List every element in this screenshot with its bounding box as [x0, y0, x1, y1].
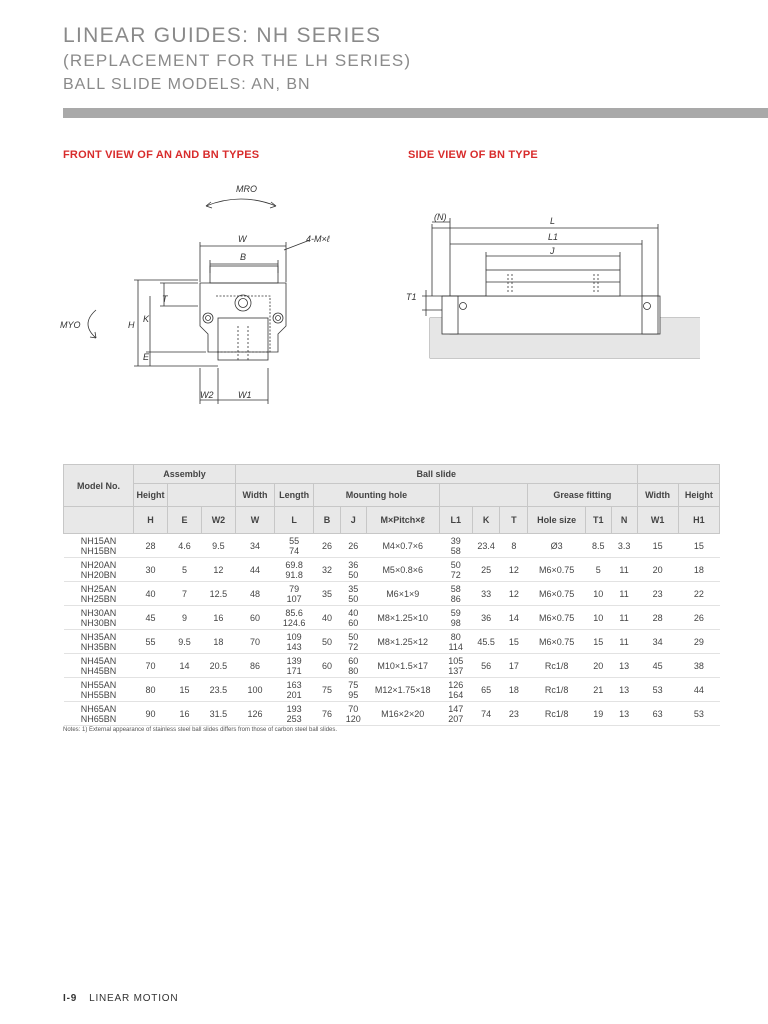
cell-l	[275, 606, 314, 630]
cell-l-top: 139	[286, 655, 302, 666]
cell-b: 35	[314, 582, 341, 606]
cell-w2: 12	[201, 558, 235, 582]
cell-l-top: 69.8	[285, 559, 303, 570]
cell-l1-top: 105	[448, 655, 464, 666]
cell-b: 40	[314, 606, 341, 630]
cell-model-bottom: NH65BN	[80, 713, 117, 724]
cell-w2: 18	[201, 630, 235, 654]
cell-l1	[439, 582, 472, 606]
cell-e: 7	[167, 582, 201, 606]
cell-k: 25	[472, 558, 500, 582]
page-footer	[63, 993, 178, 1004]
cell-j-top: 75	[348, 679, 359, 690]
cell-h: 28	[134, 534, 168, 558]
label-w2: W2	[200, 390, 214, 400]
cell-w2: 16	[201, 606, 235, 630]
col-width: Width	[235, 484, 274, 507]
cell-l1-top: 80	[450, 631, 461, 642]
cell-mxpitch: M8×1.25×12	[366, 630, 439, 654]
front-view-drawing	[58, 178, 338, 410]
label-h: H	[128, 320, 135, 330]
sym-n: N	[611, 507, 637, 534]
cell-l	[275, 534, 314, 558]
group-assembly: Assembly	[134, 465, 236, 484]
cell-j-bottom: 80	[348, 665, 359, 676]
cell-w1: 34	[637, 630, 678, 654]
page-number: I-9	[63, 993, 78, 1004]
cell-l	[275, 582, 314, 606]
label-k: K	[143, 314, 150, 324]
cell-l1-top: 59	[450, 607, 461, 618]
cell-w1: 45	[637, 654, 678, 678]
cell-l-bottom: 74	[289, 545, 300, 556]
cell-model	[64, 654, 134, 678]
cell-hole: M6×0.75	[528, 582, 586, 606]
cell-h: 70	[134, 654, 168, 678]
cell-j-top: 40	[348, 607, 359, 618]
cell-b: 50	[314, 630, 341, 654]
cell-w2: 31.5	[201, 702, 235, 726]
cell-t: 8	[500, 534, 528, 558]
cell-model-top: NH65AN	[80, 703, 117, 714]
label-w1: W1	[238, 390, 252, 400]
cell-hole: M6×0.75	[528, 606, 586, 630]
cell-t1: 10	[585, 582, 611, 606]
cell-n: 13	[611, 702, 637, 726]
cell-j-top: 36	[348, 559, 359, 570]
cell-l	[275, 654, 314, 678]
col-slide-blank	[439, 484, 528, 507]
cell-model-bottom: NH30BN	[80, 617, 117, 628]
cell-hole: Ø3	[528, 534, 586, 558]
cell-l1-bottom: 137	[448, 665, 464, 676]
cell-l1-top: 58	[450, 583, 461, 594]
cell-l1-bottom: 207	[448, 713, 464, 724]
cell-j	[340, 558, 366, 582]
label-myo: MYO	[60, 320, 81, 330]
cell-model-bottom: NH35BN	[80, 641, 117, 652]
cell-model-bottom: NH25BN	[80, 593, 117, 604]
cell-j	[340, 678, 366, 702]
cell-h: 45	[134, 606, 168, 630]
cell-l1	[439, 654, 472, 678]
footer-section: LINEAR MOTION	[89, 993, 179, 1004]
cell-w1: 20	[637, 558, 678, 582]
table-row	[64, 678, 720, 702]
sym-h1: H1	[678, 507, 719, 534]
cell-hole: Rc1/8	[528, 654, 586, 678]
cell-n: 3.3	[611, 534, 637, 558]
spec-table-body	[64, 534, 720, 726]
page-title: LINEAR GUIDES: NH SERIES	[63, 24, 382, 47]
col-model-sym	[64, 507, 134, 534]
cell-l1	[439, 678, 472, 702]
table-row	[64, 702, 720, 726]
cell-model-top: NH30AN	[80, 607, 117, 618]
cell-k: 56	[472, 654, 500, 678]
cell-t1: 20	[585, 654, 611, 678]
cell-h: 90	[134, 702, 168, 726]
cell-l-bottom: 91.8	[285, 569, 303, 580]
cell-l1-bottom: 72	[450, 569, 461, 580]
cell-model-bottom: NH45BN	[80, 665, 117, 676]
cell-h1: 38	[678, 654, 719, 678]
sym-l: L	[275, 507, 314, 534]
cell-l1	[439, 606, 472, 630]
cell-l	[275, 702, 314, 726]
cell-l1-bottom: 114	[448, 641, 463, 652]
table-row	[64, 630, 720, 654]
cell-j-bottom: 95	[348, 689, 359, 700]
cell-h1: 53	[678, 702, 719, 726]
cell-l-bottom: 201	[286, 689, 302, 700]
group-mounting-hole: Mounting hole	[314, 484, 440, 507]
cell-w: 44	[235, 558, 274, 582]
cell-l-top: 85.6	[285, 607, 303, 618]
cell-j-bottom: 120	[345, 713, 361, 724]
sym-e: E	[167, 507, 201, 534]
cell-t: 17	[500, 654, 528, 678]
cell-w1: 23	[637, 582, 678, 606]
cell-l-top: 79	[289, 583, 300, 594]
side-view-heading: SIDE VIEW OF BN TYPE	[408, 149, 538, 161]
label-e: E	[143, 352, 150, 362]
label-t1: T1	[406, 292, 417, 302]
cell-l-top: 193	[286, 703, 302, 714]
cell-model-top: NH35AN	[80, 631, 117, 642]
header-divider-bar	[63, 108, 768, 118]
cell-t1: 5	[585, 558, 611, 582]
cell-l-bottom: 143	[286, 641, 302, 652]
cell-h: 80	[134, 678, 168, 702]
cell-j	[340, 630, 366, 654]
col-height: Height	[134, 484, 168, 507]
table-notes: Notes: 1) External appearance of stainless steel ball slides differs from those of carbon steel ball slides.	[63, 727, 338, 733]
page-subtitle: (REPLACEMENT FOR THE LH SERIES)	[63, 51, 412, 70]
cell-model-bottom: NH20BN	[80, 569, 117, 580]
group-rail	[637, 465, 719, 484]
cell-h1: 18	[678, 558, 719, 582]
cell-t1: 19	[585, 702, 611, 726]
cell-w: 48	[235, 582, 274, 606]
cell-h: 30	[134, 558, 168, 582]
label-t: T	[162, 294, 168, 304]
cell-e: 9	[167, 606, 201, 630]
cell-hole: M6×0.75	[528, 630, 586, 654]
sym-hole: Hole size	[528, 507, 586, 534]
cell-l-bottom: 107	[286, 593, 302, 604]
cell-j-top: 26	[348, 540, 359, 551]
cell-w: 100	[235, 678, 274, 702]
cell-l1-top: 147	[448, 703, 464, 714]
cell-model	[64, 630, 134, 654]
cell-mxpitch: M5×0.8×6	[366, 558, 439, 582]
cell-mxpitch: M4×0.7×6	[366, 534, 439, 558]
sym-h: H	[134, 507, 168, 534]
cell-model	[64, 558, 134, 582]
cell-w: 86	[235, 654, 274, 678]
cell-w1: 28	[637, 606, 678, 630]
col-length: Length	[275, 484, 314, 507]
spec-table	[63, 464, 720, 726]
cell-k: 23.4	[472, 534, 500, 558]
cell-j	[340, 582, 366, 606]
cell-mxpitch: M8×1.25×10	[366, 606, 439, 630]
label-l: L	[550, 216, 556, 226]
cell-t1: 8.5	[585, 534, 611, 558]
col-model: Model No.	[64, 465, 134, 507]
cell-j-bottom: 72	[348, 641, 359, 652]
cell-mxpitch: M10×1.5×17	[366, 654, 439, 678]
cell-k: 65	[472, 678, 500, 702]
sym-w2: W2	[201, 507, 235, 534]
sym-b: B	[314, 507, 341, 534]
cell-h: 55	[134, 630, 168, 654]
cell-h1: 22	[678, 582, 719, 606]
cell-model	[64, 606, 134, 630]
cell-j-bottom: 50	[348, 569, 359, 580]
cell-model	[64, 582, 134, 606]
cell-w: 34	[235, 534, 274, 558]
cell-hole: Rc1/8	[528, 702, 586, 726]
cell-mxpitch: M6×1×9	[366, 582, 439, 606]
cell-h1: 26	[678, 606, 719, 630]
cell-l-top: 55	[289, 535, 300, 546]
cell-j-top: 60	[348, 655, 359, 666]
sym-j: J	[340, 507, 366, 534]
table-row	[64, 558, 720, 582]
col-assembly-blank	[167, 484, 235, 507]
front-view-heading: FRONT VIEW OF AN AND BN TYPES	[63, 149, 260, 161]
cell-t1: 10	[585, 606, 611, 630]
cell-e: 9.5	[167, 630, 201, 654]
label-w: W	[238, 234, 247, 244]
cell-l1-top: 39	[450, 535, 461, 546]
cell-n: 11	[611, 630, 637, 654]
sym-k: K	[472, 507, 500, 534]
cell-w2: 9.5	[201, 534, 235, 558]
group-grease: Grease fitting	[528, 484, 637, 507]
sym-mxpitch: M×Pitch×ℓ	[366, 507, 439, 534]
cell-w: 60	[235, 606, 274, 630]
cell-j-top: 70	[348, 703, 359, 714]
cell-n: 11	[611, 606, 637, 630]
cell-w2: 12.5	[201, 582, 235, 606]
cell-mxpitch: M16×2×20	[366, 702, 439, 726]
cell-n: 11	[611, 558, 637, 582]
cell-h: 40	[134, 582, 168, 606]
cell-j-top: 35	[348, 583, 359, 594]
cell-b: 26	[314, 534, 341, 558]
cell-l1	[439, 534, 472, 558]
cell-model-top: NH15AN	[80, 535, 117, 546]
cell-j-top: 50	[348, 631, 359, 642]
cell-n: 11	[611, 582, 637, 606]
cell-model-top: NH20AN	[80, 559, 117, 570]
cell-j	[340, 654, 366, 678]
cell-t: 15	[500, 630, 528, 654]
cell-model-top: NH25AN	[80, 583, 117, 594]
cell-l1	[439, 630, 472, 654]
cell-w: 126	[235, 702, 274, 726]
cell-model-top: NH55AN	[80, 679, 117, 690]
cell-e: 15	[167, 678, 201, 702]
cell-h1: 44	[678, 678, 719, 702]
cell-l-bottom: 171	[286, 665, 302, 676]
label-mro: MRO	[236, 184, 257, 194]
cell-l-bottom: 253	[286, 713, 302, 724]
cell-l1-bottom: 86	[450, 593, 461, 604]
col-rail-width: Width	[637, 484, 678, 507]
cell-e: 16	[167, 702, 201, 726]
cell-l1-bottom: 164	[448, 689, 464, 700]
cell-model-bottom: NH55BN	[80, 689, 117, 700]
sym-t1: T1	[585, 507, 611, 534]
cell-l1-top: 50	[450, 559, 461, 570]
cell-w1: 63	[637, 702, 678, 726]
cell-h1: 15	[678, 534, 719, 558]
cell-l-bottom: 124.6	[282, 617, 306, 628]
cell-l1	[439, 558, 472, 582]
cell-model	[64, 534, 134, 558]
cell-model-bottom: NH15BN	[80, 545, 117, 556]
table-row	[64, 582, 720, 606]
sym-w: W	[235, 507, 274, 534]
cell-t: 23	[500, 702, 528, 726]
cell-model	[64, 678, 134, 702]
cell-n: 13	[611, 678, 637, 702]
cell-t: 18	[500, 678, 528, 702]
cell-w2: 23.5	[201, 678, 235, 702]
cell-b: 32	[314, 558, 341, 582]
cell-b: 75	[314, 678, 341, 702]
cell-j	[340, 534, 366, 558]
cell-l	[275, 558, 314, 582]
cell-t1: 15	[585, 630, 611, 654]
cell-j	[340, 702, 366, 726]
cell-k: 36	[472, 606, 500, 630]
cell-t1: 21	[585, 678, 611, 702]
cell-l1	[439, 702, 472, 726]
table-row	[64, 654, 720, 678]
cell-k: 74	[472, 702, 500, 726]
sym-w1: W1	[637, 507, 678, 534]
models-heading: BALL SLIDE MODELS: AN, BN	[63, 76, 311, 93]
group-ball-slide: Ball slide	[235, 465, 637, 484]
cell-k: 33	[472, 582, 500, 606]
cell-l	[275, 630, 314, 654]
side-view-drawing	[400, 210, 700, 370]
cell-w1: 15	[637, 534, 678, 558]
cell-h1: 29	[678, 630, 719, 654]
cell-e: 5	[167, 558, 201, 582]
cell-l1-top: 126	[448, 679, 464, 690]
label-l1: L1	[548, 232, 559, 242]
cell-t: 12	[500, 582, 528, 606]
cell-w1: 53	[637, 678, 678, 702]
cell-j	[340, 606, 366, 630]
cell-t: 12	[500, 558, 528, 582]
label-j: J	[550, 246, 555, 256]
cell-w: 70	[235, 630, 274, 654]
cell-l	[275, 678, 314, 702]
cell-b: 60	[314, 654, 341, 678]
cell-l1-bottom: 98	[450, 617, 461, 628]
label-n: (N)	[434, 212, 447, 222]
cell-model	[64, 702, 134, 726]
cell-hole: M6×0.75	[528, 558, 586, 582]
cell-l-top: 163	[286, 679, 302, 690]
table-row	[64, 606, 720, 630]
cell-w2: 20.5	[201, 654, 235, 678]
cell-k: 45.5	[472, 630, 500, 654]
cell-j-bottom: 50	[348, 593, 359, 604]
label-mount: 4-M×ℓ	[306, 234, 330, 244]
cell-l-top: 109	[286, 631, 302, 642]
cell-t: 14	[500, 606, 528, 630]
cell-l1-bottom: 58	[450, 545, 461, 556]
label-b: B	[240, 252, 247, 262]
cell-mxpitch: M12×1.75×18	[366, 678, 439, 702]
cell-model-top: NH45AN	[80, 655, 117, 666]
cell-hole: Rc1/8	[528, 678, 586, 702]
cell-e: 4.6	[167, 534, 201, 558]
sym-t: T	[500, 507, 528, 534]
col-rail-height: Height	[678, 484, 719, 507]
cell-j-bottom: 60	[348, 617, 359, 628]
table-row	[64, 534, 720, 558]
sym-l1: L1	[439, 507, 472, 534]
cell-e: 14	[167, 654, 201, 678]
cell-b: 76	[314, 702, 341, 726]
cell-n: 13	[611, 654, 637, 678]
